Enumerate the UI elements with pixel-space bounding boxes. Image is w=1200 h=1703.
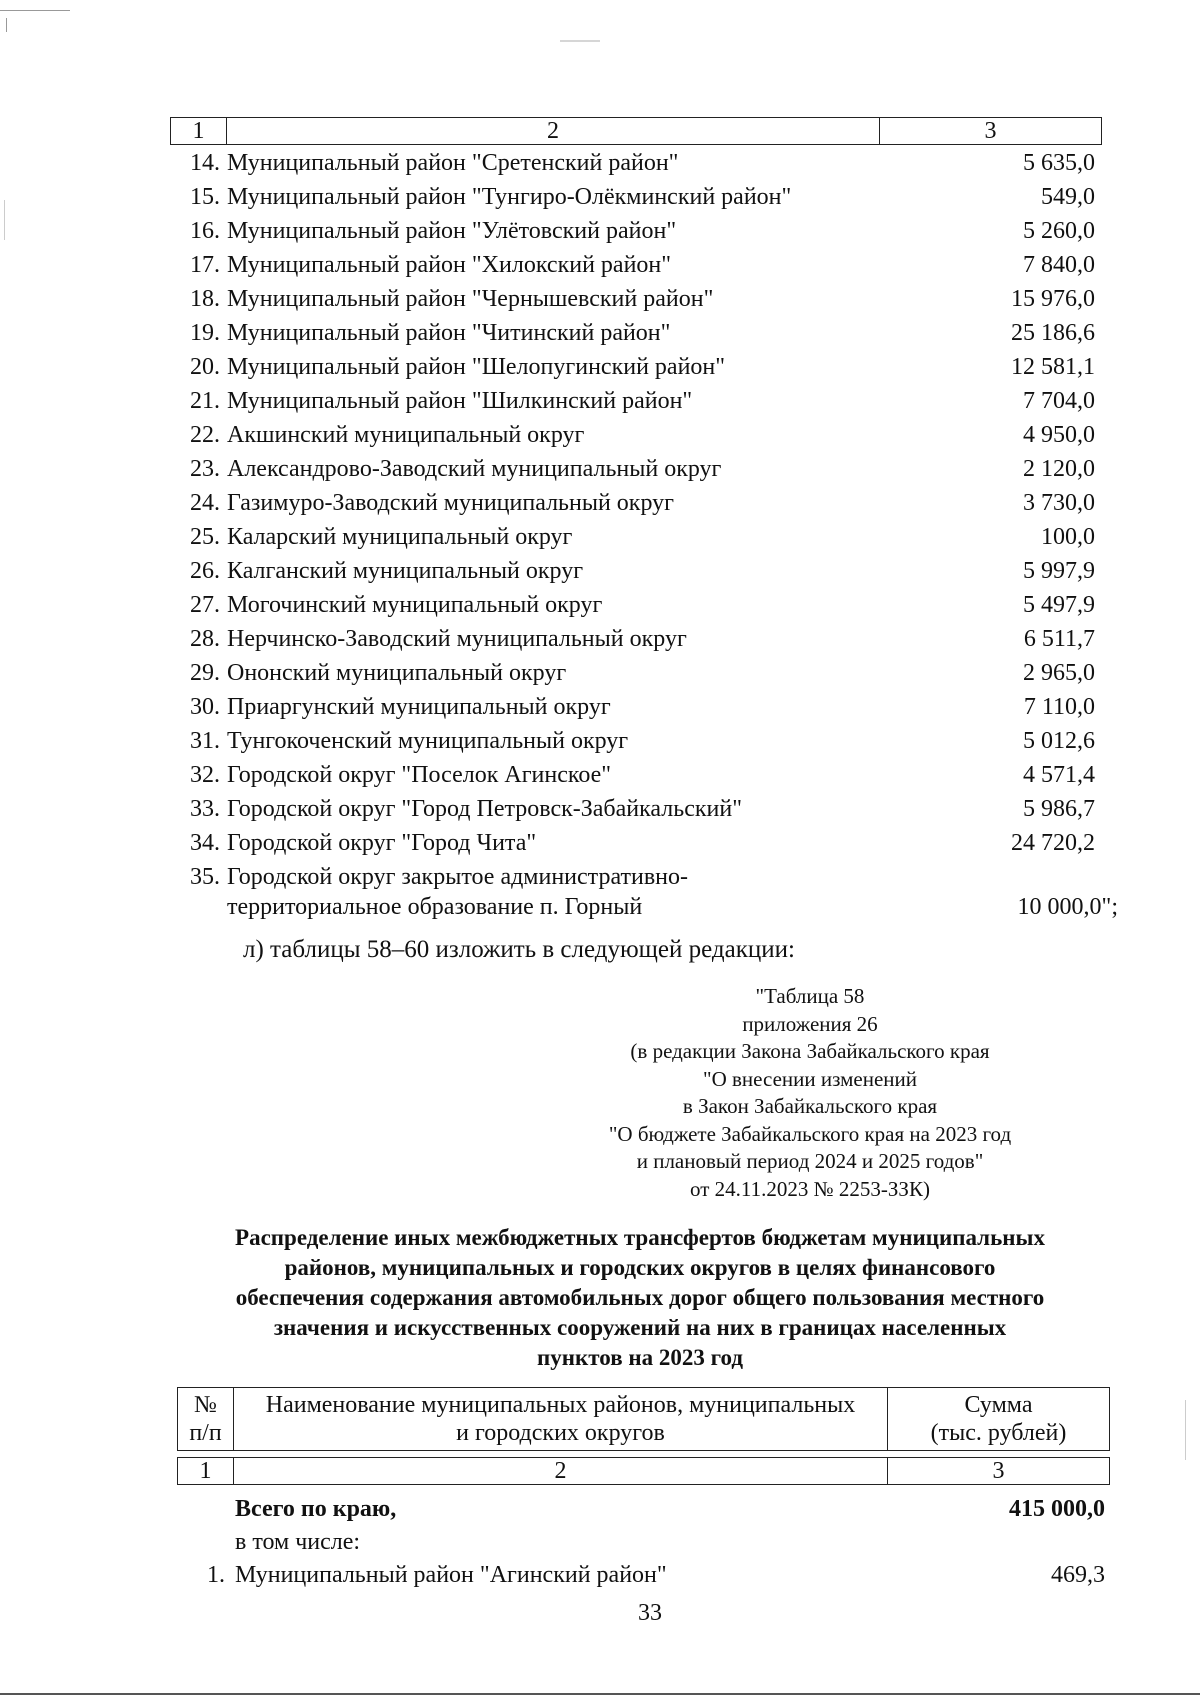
table-row xyxy=(0,1560,1200,1594)
row-name: Муниципальный район "Шелопугинский район" xyxy=(227,354,726,380)
row-number: 31. xyxy=(190,728,220,754)
table-row xyxy=(0,386,1200,420)
table-row xyxy=(0,488,1200,522)
row-value: 5 012,6 xyxy=(1023,728,1095,754)
title-line: районов, муниципальных и городских округов в целях финансового xyxy=(284,1255,996,1280)
scan-mark xyxy=(1185,1400,1186,1460)
row-value: 469,3 xyxy=(1051,1562,1105,1588)
row-number: 33. xyxy=(190,796,220,822)
table-row xyxy=(0,726,1200,760)
total-row xyxy=(0,1494,1200,1528)
row-number: 18. xyxy=(190,286,220,312)
row-name: Ононский муниципальный округ xyxy=(227,660,567,686)
row-number: 19. xyxy=(190,320,220,346)
row-name: Приаргунский муниципальный округ xyxy=(227,694,611,720)
table-row xyxy=(0,862,1200,926)
row-value: 7 840,0 xyxy=(1023,252,1095,278)
header-cell-1: 1 xyxy=(171,118,227,145)
table-row xyxy=(0,794,1200,828)
row-value: 10 000,0"; xyxy=(1017,894,1118,920)
index-cell-3: 3 xyxy=(888,1458,1110,1485)
row-value: 7 110,0 xyxy=(1023,694,1095,720)
row-value: 5 986,7 xyxy=(1023,796,1095,822)
table-row xyxy=(0,454,1200,488)
caption-line: "О внесении изменений xyxy=(703,1066,917,1091)
table-row xyxy=(0,658,1200,692)
index-cell-1: 1 xyxy=(178,1458,234,1485)
row-number: 28. xyxy=(190,626,220,652)
caption-line: "Таблица 58 xyxy=(755,984,865,1008)
row-value: 5 260,0 xyxy=(1023,218,1095,244)
row-name: Городской округ "Поселок Агинское" xyxy=(227,762,612,788)
row-value: 25 186,6 xyxy=(1011,320,1095,346)
table-row xyxy=(0,216,1200,250)
row-number: 29. xyxy=(190,660,220,686)
row-value: 4 950,0 xyxy=(1023,422,1095,448)
col-number-header: № п/п xyxy=(178,1388,234,1451)
caption-line: и плановый период 2024 и 2025 годов" xyxy=(636,1149,984,1173)
including-row xyxy=(0,1527,1200,1561)
row-number: 34. xyxy=(190,830,220,856)
table-row xyxy=(0,318,1200,352)
row-value: 5 635,0 xyxy=(1023,150,1095,176)
table-row xyxy=(0,590,1200,624)
row-name: Муниципальный район "Агинский район" xyxy=(235,1562,667,1588)
row-value: 7 704,0 xyxy=(1023,388,1095,414)
lower-table-header xyxy=(177,1387,1110,1451)
caption-line: в Закон Забайкальского края xyxy=(682,1094,938,1118)
row-name-line1: Городской округ закрытое административно- xyxy=(227,864,688,890)
col-sum-header: Сумма (тыс. рублей) xyxy=(888,1388,1110,1451)
row-value: 100,0 xyxy=(1041,524,1095,550)
row-value: 5 997,9 xyxy=(1023,558,1095,584)
row-name: Александрово-Заводский муниципальный округ xyxy=(227,456,722,482)
table-row xyxy=(0,352,1200,386)
row-name: Городской округ "Город Петровск-Забайкальский" xyxy=(227,796,743,822)
row-name: Муниципальный район "Чернышевский район" xyxy=(227,286,714,312)
row-number: 32. xyxy=(190,762,220,788)
title-line: пунктов на 2023 год xyxy=(537,1345,743,1370)
table-row xyxy=(0,420,1200,454)
table-row xyxy=(0,182,1200,216)
table-row xyxy=(0,284,1200,318)
row-name: Муниципальный район "Хилокский район" xyxy=(227,252,672,278)
row-name: Могочинский муниципальный округ xyxy=(227,592,603,618)
scan-mark xyxy=(560,40,600,42)
page-number: 33 xyxy=(638,1600,662,1626)
table-row xyxy=(0,828,1200,862)
row-name: Тунгокоченский муниципальный округ xyxy=(227,728,629,754)
header-cell-2: 2 xyxy=(227,118,880,145)
row-name-line2: территориальное образование п. Горный xyxy=(227,894,643,920)
lower-table-index-row xyxy=(177,1457,1110,1485)
upper-table-header xyxy=(170,117,1102,145)
scan-mark xyxy=(0,1693,1200,1695)
row-name: Газимуро-Заводский муниципальный округ xyxy=(227,490,674,516)
row-number: 27. xyxy=(190,592,220,618)
scan-mark xyxy=(0,10,70,11)
table-row xyxy=(0,250,1200,284)
row-number: 25. xyxy=(190,524,220,550)
table-caption xyxy=(520,983,1100,1203)
caption-line: "О бюджете Забайкальского края на 2023 год xyxy=(608,1121,1012,1146)
index-cell-2: 2 xyxy=(234,1458,888,1485)
row-number: 16. xyxy=(190,218,220,244)
caption-line: (в редакции Закона Забайкальского края xyxy=(630,1039,990,1063)
row-value: 2 120,0 xyxy=(1023,456,1095,482)
table-row xyxy=(0,522,1200,556)
row-number: 26. xyxy=(190,558,220,584)
total-label: Всего по краю, xyxy=(235,1496,397,1522)
table-row xyxy=(0,692,1200,726)
row-number: 30. xyxy=(190,694,220,720)
row-name: Городской округ "Город Чита" xyxy=(227,830,537,856)
title-line: Распределение иных межбюджетных трансфертов бюджетам муниципальных xyxy=(235,1225,1045,1250)
caption-line: от 24.11.2023 № 2253-ЗЗК) xyxy=(690,1176,930,1201)
row-number: 22. xyxy=(190,422,220,448)
row-value: 6 511,7 xyxy=(1023,626,1095,652)
row-name: Акшинский муниципальный округ xyxy=(227,422,585,448)
row-name: Муниципальный район "Сретенский район" xyxy=(227,150,679,176)
row-value: 15 976,0 xyxy=(1011,286,1095,312)
row-value: 12 581,1 xyxy=(1011,354,1095,380)
row-value: 24 720,2 xyxy=(1011,830,1095,856)
row-value: 4 571,4 xyxy=(1023,762,1095,788)
total-value: 415 000,0 xyxy=(1009,1496,1105,1522)
row-number: 17. xyxy=(190,252,220,278)
row-number: 20. xyxy=(190,354,220,380)
col-name-header: Наименование муниципальных районов, муниципальных и городских округов xyxy=(234,1388,888,1451)
row-value: 2 965,0 xyxy=(1023,660,1095,686)
row-name: Муниципальный район "Читинский район" xyxy=(227,320,671,346)
caption-line: приложения 26 xyxy=(742,1011,878,1036)
row-value: 5 497,9 xyxy=(1023,592,1095,618)
row-name: Каларский муниципальный округ xyxy=(227,524,573,550)
row-value: 549,0 xyxy=(1041,184,1095,210)
row-value: 3 730,0 xyxy=(1023,490,1095,516)
row-number: 15. xyxy=(190,184,220,210)
row-number: 14. xyxy=(190,150,220,176)
including-label: в том числе: xyxy=(235,1529,361,1555)
instruction-text: л) таблицы 58–60 изложить в следующей редакции: xyxy=(243,936,795,963)
row-number: 24. xyxy=(190,490,220,516)
row-number: 23. xyxy=(190,456,220,482)
row-number: 21. xyxy=(190,388,220,414)
row-name: Муниципальный район "Тунгиро-Олёкминский район" xyxy=(227,184,792,210)
header-cell-3: 3 xyxy=(880,118,1102,145)
row-name: Нерчинско-Заводский муниципальный округ xyxy=(227,626,687,652)
row-name: Муниципальный район "Улётовский район" xyxy=(227,218,677,244)
row-number: 1. xyxy=(207,1562,225,1588)
row-number: 35. xyxy=(190,864,220,890)
table-row xyxy=(0,760,1200,794)
table-row xyxy=(0,624,1200,658)
scan-mark xyxy=(6,18,7,32)
table-row xyxy=(0,556,1200,590)
row-name: Калганский муниципальный округ xyxy=(227,558,584,584)
title-line: значения и искусственных сооружений на них в границах населенных xyxy=(273,1315,1007,1340)
row-name: Муниципальный район "Шилкинский район" xyxy=(227,388,693,414)
document-title xyxy=(160,1223,1120,1373)
title-line: обеспечения содержания автомобильных дорог общего пользования местного xyxy=(235,1285,1045,1310)
table-row xyxy=(0,148,1200,182)
